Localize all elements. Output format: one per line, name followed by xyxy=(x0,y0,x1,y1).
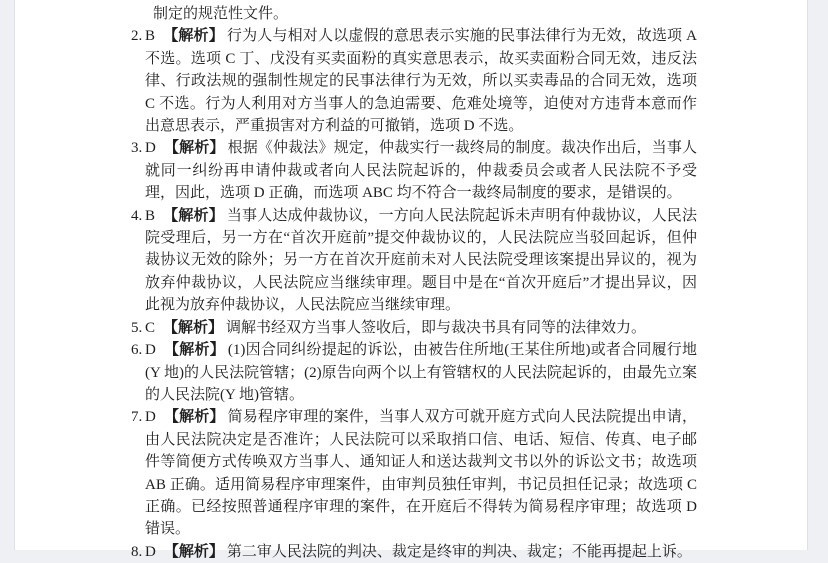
explanation-text: 第二审人民法院的判决、裁定是终审的判决、裁定；不能再提起上诉。 xyxy=(226,543,692,560)
answer-item-3 xyxy=(131,137,697,204)
explanation-text: 调解书经双方当事人签收后，即与裁决书具有同等的法律效力。 xyxy=(226,319,647,336)
answer-letter: D xyxy=(145,543,156,560)
document-page xyxy=(14,0,808,560)
analysis-label: 【解析】 xyxy=(163,543,224,560)
analysis-label: 【解析】 xyxy=(163,319,224,336)
answer-key-text-block xyxy=(131,3,697,563)
explanation-text: (1)因合同纠纷提起的诉讼，由被告住所地(王某住所地)或者合同履行地(Y 地)的人民法院管辖；(2)原告向两个以上有管辖权的人民法院起诉的，由最先立案的人民法院(Y 地)管辖。 xyxy=(145,342,697,403)
analysis-label: 【解析】 xyxy=(163,342,225,359)
item-number: 4. xyxy=(131,207,143,224)
page-left-margin xyxy=(0,0,15,550)
item-1-continuation xyxy=(131,3,697,25)
answer-item-2 xyxy=(131,25,697,137)
answer-item-5 xyxy=(131,317,697,339)
answer-item-7 xyxy=(131,406,697,540)
item-number: 8. xyxy=(131,543,143,560)
item-number: 3. xyxy=(131,140,143,157)
answer-letter: D xyxy=(145,140,156,157)
answer-item-8 xyxy=(131,541,697,563)
answer-letter: B xyxy=(145,28,156,45)
page-right-margin xyxy=(807,0,828,550)
explanation-text: 根据《仲裁法》规定，仲裁实行一裁终局的制度。裁决作出后，当事人就同一纠纷再申请仲裁或者向人民法院起诉的，仲裁委员会或者人民法院不予受理，因此，选项 D 正确，而选项 ABC 均不符合一裁终局制度的要求，是错误的。 xyxy=(145,140,697,202)
answer-letter: B xyxy=(145,207,156,224)
analysis-label: 【解析】 xyxy=(163,28,224,45)
answer-letter: C xyxy=(145,319,156,336)
item-number: 7. xyxy=(131,409,143,426)
explanation-text: 当事人达成仲裁协议，一方向人民法院起诉未声明有仲裁协议，人民法院受理后，另一方在“首次开庭前”提交仲裁协议的，人民法院应当驳回起诉，但仲裁协议无效的除外；另一方在首次开庭前未对人民法院受理该案提出异议的，视为放弃仲裁协议，人民法院应当继续审理。题目中是在“首次开庭后”才提出异议，因此视为放弃仲裁协议，人民法院应当继续审理。 xyxy=(145,207,697,314)
answer-letter: D xyxy=(145,342,156,359)
explanation-text: 行为人与相对人以虚假的意思表示实施的民事法律行为无效，故选项 A 不选。选项 C 丁、戊没有买卖面粉的真实意思表示，故买卖面粉合同无效，违反法律、行政法规的强制性规定的民事法律行为无效，所以买卖毒品的合同无效，选项 C 不选。行为人利用对方当事人的急迫需要、危难处境等，迫使对方违背本意而作出意思表示，严重损害对方利益的可撤销，选项 D 不选。 xyxy=(145,28,697,135)
analysis-label: 【解析】 xyxy=(163,207,224,224)
item-number: 2. xyxy=(131,28,143,45)
item-number: 5. xyxy=(131,319,143,336)
explanation-text: 制定的规范性文件。 xyxy=(153,6,289,22)
explanation-text: 简易程序审理的案件，当事人双方可就开庭方式向人民法院提出申请，由人民法院决定是否准许；人民法院可以采取捎口信、电话、短信、传真、电子邮件等简便方式传唤双方当事人、通知证人和送达裁判文书以外的诉讼文书；故选项 AB 正确。适用简易程序审理案件，由审判员独任审判，书记员担任记录；故选项 C 正确。已经按照普通程序审理的案件，在开庭后不得转为简易程序审理；故选项 D 错误。 xyxy=(145,409,697,538)
answer-item-6 xyxy=(131,339,697,406)
answer-item-4 xyxy=(131,205,697,317)
analysis-label: 【解析】 xyxy=(163,140,225,157)
item-number: 6. xyxy=(131,342,143,359)
analysis-label: 【解析】 xyxy=(163,409,225,426)
answer-letter: D xyxy=(145,409,156,426)
